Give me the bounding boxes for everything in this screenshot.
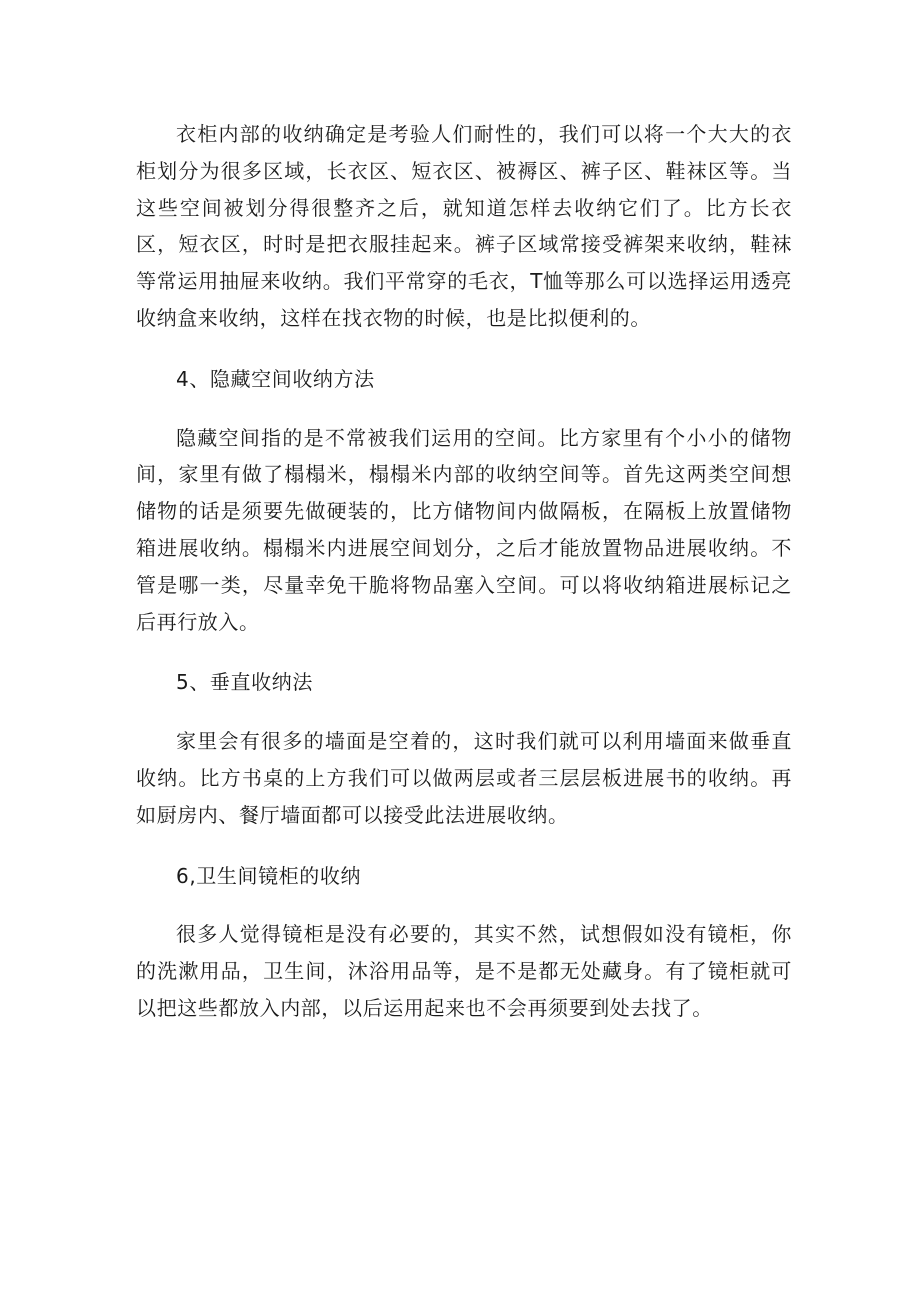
- paragraph-wardrobe-storage: 衣柜内部的收纳确定是考验人们耐性的，我们可以将一个大大的衣柜划分为很多区域，长衣区、短衣区、被褥区、裤子区、鞋袜区等。当这些空间被划分得很整齐之后，就知道怎样去收纳它们了。比方长衣区，短衣区，时时是把衣服挂起来。裤子区域常接受裤架来收纳，鞋袜等常运用抽屉来收纳。我们平常穿的毛衣，T恤等那么可以选择运用透亮收纳盒来收纳，这样在找衣物的时候，也是比拟便利的。: [136, 122, 792, 330]
- paragraph-hidden-space: 隐藏空间指的是不常被我们运用的空间。比方家里有个小小的储物间，家里有做了榻榻米，榻榻米内部的收纳空间等。首先这两类空间想储物的话是须要先做硬装的，比方储物间内做隔板，在隔板上放置储物箱进展收纳。榻榻米内进展空间划分，之后才能放置物品进展收纳。不管是哪一类，尽量幸免干脆将物品塞入空间。可以将收纳箱进展标记之后再行放入。: [136, 425, 792, 634]
- spacer: [136, 398, 792, 420]
- heading-vertical-storage: 5、垂直收纳法: [176, 670, 313, 695]
- heading-hidden-space-storage: 4、隐藏空间收纳方法: [176, 366, 375, 391]
- spacer: [136, 701, 792, 723]
- paragraph-vertical-storage: 家里会有很多的墙面是空着的，这时我们就可以利用墙面来做垂直收纳。比方书桌的上方我们可以做两层或者三层层板进展书的收纳。再如厨房内、餐厅墙面都可以接受此法进展收纳。: [136, 729, 792, 827]
- document-body: [136, 116, 792, 1027]
- paragraph-mirror-cabinet: 很多人觉得镜柜是没有必要的，其实不然，试想假如没有镜柜，你的洗漱用品，卫生间，沐浴用品等，是不是都无处藏身。有了镜柜就可以把这些都放入内部，以后运用起来也不会再须要到处去找了。: [136, 922, 792, 1020]
- spacer: [136, 337, 792, 361]
- spacer: [136, 640, 792, 664]
- spacer: [136, 894, 792, 916]
- spacer: [136, 834, 792, 858]
- heading-bathroom-mirror-cabinet: 6,卫生间镜柜的收纳: [176, 863, 362, 888]
